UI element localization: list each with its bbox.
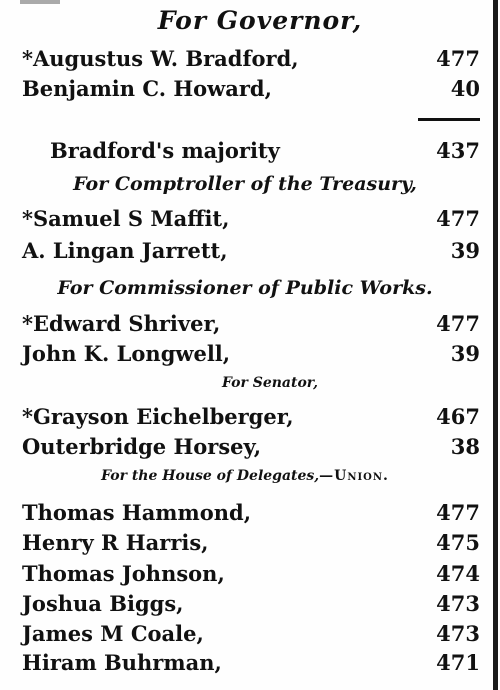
result-row <box>22 46 480 76</box>
vote-count: 477 <box>436 206 480 231</box>
sum-rule <box>418 118 480 121</box>
column-rule <box>493 0 498 690</box>
vote-count: 477 <box>436 500 480 525</box>
vote-count: 475 <box>436 530 480 555</box>
candidate-name: *Edward Shriver, <box>22 311 221 336</box>
result-row <box>22 500 480 530</box>
candidate-name: *Grayson Eichelberger, <box>22 404 294 429</box>
heading-house-of-delegates <box>0 468 490 484</box>
heading-delegates-party: —Union. <box>319 468 389 484</box>
candidate-name: James M Coale, <box>22 621 204 646</box>
result-row <box>22 206 480 236</box>
vote-count: 39 <box>450 341 480 366</box>
vote-count: 473 <box>436 591 480 616</box>
heading-comptroller: For Comptroller of the Treasury, <box>73 173 417 195</box>
heading-senator: For Senator, <box>221 375 319 391</box>
candidate-name: Henry R Harris, <box>22 530 209 555</box>
candidate-name: Thomas Johnson, <box>22 561 225 586</box>
result-row <box>22 591 480 621</box>
vote-count: 477 <box>436 311 480 336</box>
vote-count: 40 <box>450 76 480 101</box>
vote-count: 473 <box>436 621 480 646</box>
vote-count: 474 <box>436 561 480 586</box>
torn-edge-mark <box>20 0 60 4</box>
result-row <box>22 341 480 371</box>
candidate-name: Outerbridge Horsey, <box>22 434 262 459</box>
vote-count: 477 <box>436 46 480 71</box>
candidate-name: Hiram Buhrman, <box>22 650 222 675</box>
candidate-name: A. Lingan Jarrett, <box>22 238 228 263</box>
heading-delegates-text: For the House of Delegates, <box>101 468 320 484</box>
candidate-name: Thomas Hammond, <box>22 500 252 525</box>
result-row <box>22 650 480 680</box>
result-row <box>22 76 480 106</box>
candidate-name: Joshua Biggs, <box>22 591 184 616</box>
candidate-name: Benjamin C. Howard, <box>22 76 272 101</box>
vote-count: 471 <box>436 650 480 675</box>
result-row <box>22 311 480 341</box>
result-row <box>22 621 480 651</box>
result-row <box>22 434 480 464</box>
result-row <box>22 238 480 268</box>
vote-count: 38 <box>450 434 480 459</box>
result-row <box>22 561 480 591</box>
heading-public-works: For Commissioner of Public Works. <box>57 277 433 299</box>
candidate-name: *Samuel S Maffit, <box>22 206 230 231</box>
majority-votes: 437 <box>436 138 480 163</box>
candidate-name: *Augustus W. Bradford, <box>22 46 299 71</box>
candidate-name: John K. Longwell, <box>22 341 231 366</box>
vote-count: 467 <box>436 404 480 429</box>
majority-label: Bradford's majority <box>50 138 280 163</box>
result-row <box>22 530 480 560</box>
heading-governor: For Governor, <box>157 6 363 35</box>
result-row <box>22 404 480 434</box>
vote-count: 39 <box>450 238 480 263</box>
majority-row <box>22 138 480 168</box>
